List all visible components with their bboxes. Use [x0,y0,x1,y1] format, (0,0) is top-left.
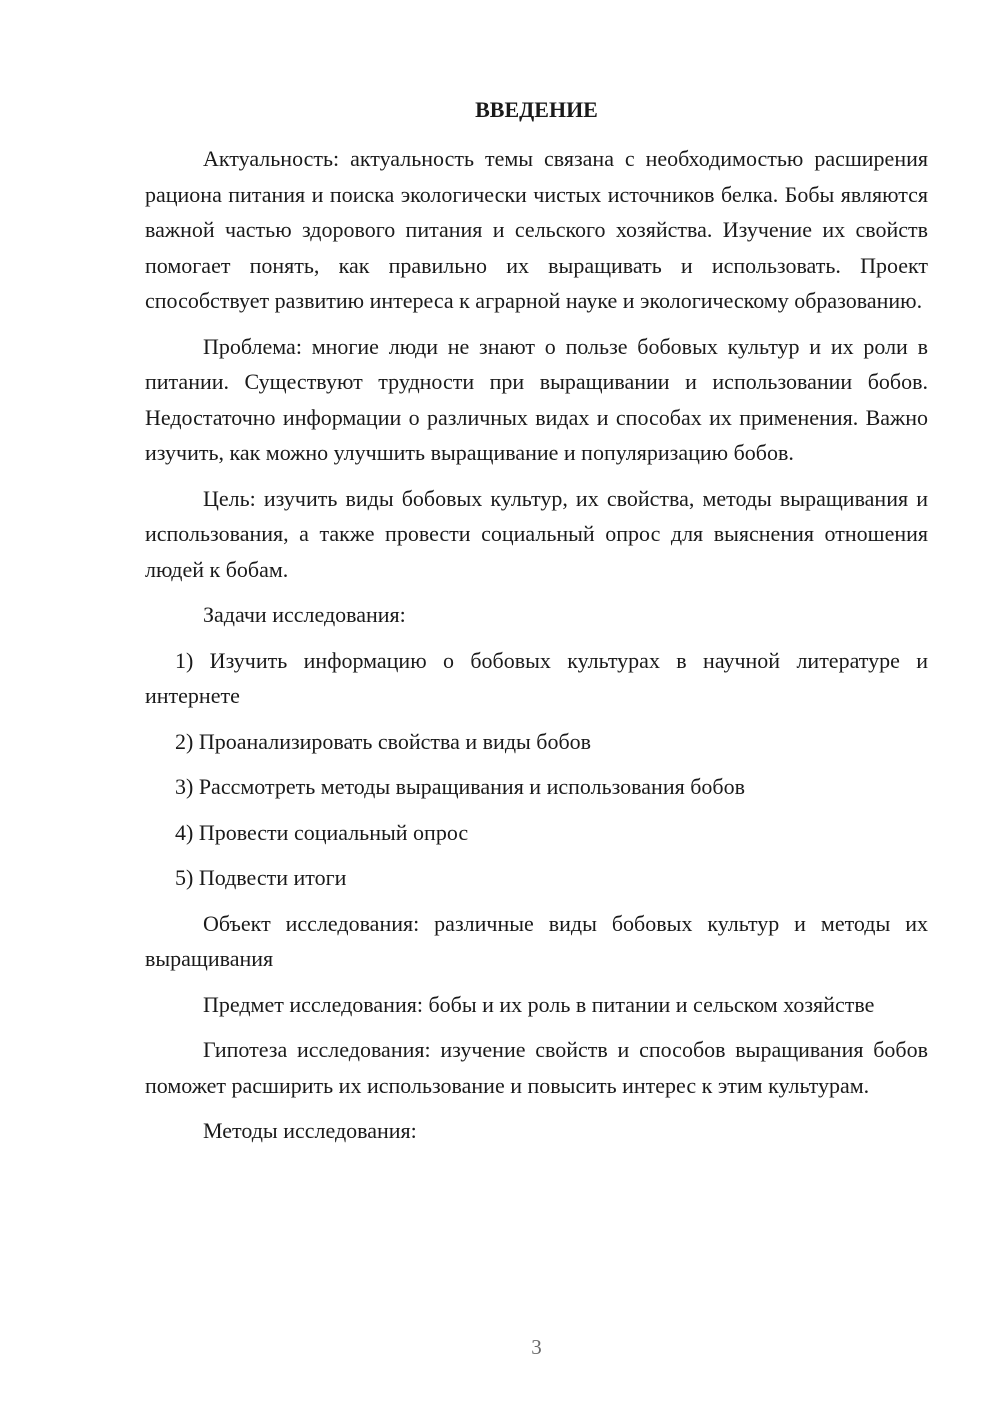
research-subject-paragraph: Предмет исследования: бобы и их роль в питании и сельском хозяйстве [203,991,875,1017]
research-object-paragraph: Объект исследования: различные виды бобовых культур и методы их выращивания [145,910,928,971]
page-number: 3 [531,1335,542,1359]
task-item-3: 3) Рассмотреть методы выращивания и использования бобов [175,774,745,799]
document-body [145,141,928,1159]
task-item-2: 2) Проанализировать свойства и виды бобов [175,728,592,754]
task-item-4: 4) Провести социальный опрос [175,819,469,845]
task-item-5: 5) Подвести итоги [175,865,347,890]
tasks-heading: Задачи исследования: [203,602,406,627]
goal-paragraph: Цель: изучить виды бобовых культур, их свойства, методы выращивания и использования, а также провести социальный опрос для выяснения отношения людей к бобам. [145,485,928,582]
document-page [145,0,928,1414]
relevance-paragraph: Актуальность: актуальность темы связана с необходимостью расширения рациона питания и поиска экологически чистых источников белка. Бобы являются важной частью здорового питания и сельского хозяйства. Изучение их свойств помогает понять, как правильно их выращивать и использовать. Проект способствует развитию интереса к аграрной науке и экологическому образованию. [145,146,928,313]
section-title: ВВЕДЕНИЕ [475,97,598,122]
research-hypothesis-paragraph: Гипотеза исследования: изучение свойств и способов выращивания бобов поможет расширить их использование и повысить интерес к этим культурам. [145,1037,928,1098]
task-item-1: 1) Изучить информацию о бобовых культурах в научной литературе и интернете [145,647,928,708]
research-methods-heading: Методы исследования: [203,1118,417,1143]
problem-paragraph: Проблема: многие люди не знают о пользе бобовых культур и их роли в питании. Существуют трудности при выращивании и использовании бобов. Недостаточно информации о различных видах и способах их применения. Важно изучить, как можно улучшить выращивание и популяризацию бобов. [145,333,928,465]
